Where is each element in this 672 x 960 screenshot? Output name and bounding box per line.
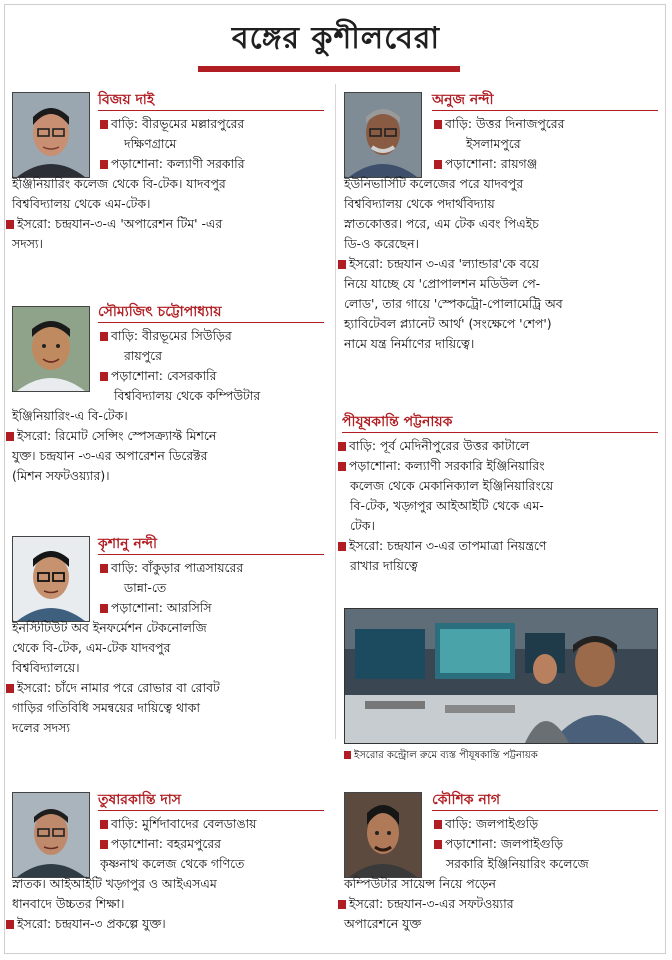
bullet-marker — [100, 604, 108, 613]
text-line: ইসরো: রিমোট সেন্সিং স্পেসক্র্যাফ্ট মিশনে — [6, 426, 216, 446]
portrait-photo-soumyajit-chattopadhyay — [12, 306, 90, 392]
portrait-image — [13, 537, 89, 621]
bullet-marker — [338, 462, 346, 471]
bullet-marker — [100, 372, 108, 381]
text-line: বাড়ি: বীরভূমের সিউড়ির — [100, 326, 232, 346]
name-piyushkanti-pattanayak: পীযূষকান্তি পট্টনায়ক — [342, 414, 453, 430]
portrait-image — [345, 93, 421, 177]
text-line: টেক। — [350, 518, 375, 533]
name-anuj-nandi: অনুজ নন্দী — [432, 92, 494, 108]
bullet-marker — [434, 120, 442, 129]
text-line: অপারেশনে যুক্ত — [344, 916, 422, 931]
bullet-marker — [338, 442, 346, 451]
text-line: পড়াশোনা: জলপাইগুড়ি — [434, 834, 563, 854]
text-line: বিশ্ববিদ্যালয় থেকে পদার্থবিদ্যায় — [344, 196, 495, 211]
bullet-marker — [100, 120, 108, 129]
bullet-marker — [6, 684, 14, 693]
text-line: নামে যন্ত্র নির্মাণের দায়িত্বে। — [344, 336, 475, 351]
text-line: পড়াশোনা: কল্যাণী সরকারি ইঞ্জিনিয়ারিং — [338, 456, 545, 476]
text-line: যুক্ত। চন্দ্রযান -৩-এর অপারেশন ডিরেক্টর — [12, 448, 208, 463]
text-line: রাখার দায়িত্বে — [350, 558, 418, 573]
text-line: ডান্না-তে — [124, 580, 167, 595]
text-line: গাড়ির গতিবিধি সমন্বয়ের দায়িত্বে থাকা — [12, 700, 200, 715]
text-line: পড়াশোনা: কল্যাণী সরকারি — [100, 154, 245, 174]
bullet-marker — [100, 564, 108, 573]
text-line: পড়াশোনা: আরসিসি — [100, 598, 212, 618]
name-bijoy-dai: বিজয় দাই — [98, 92, 155, 108]
text-line: কৃষ্ণনাথ কলেজ থেকে গণিতে — [100, 856, 245, 871]
text-line: ইসলামপুরে — [466, 136, 521, 151]
portrait-image — [13, 307, 89, 391]
bullet-marker — [434, 160, 442, 169]
text-line: বিশ্ববিদ্যালয় থেকে এম-টেক। — [12, 196, 151, 211]
photo-caption: ইসরোর কন্ট্রোল রুমে ব্যস্ত পীযূষকান্তি পট্টনায়ক — [344, 748, 538, 764]
text-line: বাড়ি: পূর্ব মেদিনীপুরের উত্তর কাটালে — [338, 436, 529, 456]
text-line: বাড়ি: মুর্শিদাবাদের বেলডাঙায় — [100, 814, 256, 834]
text-line: বি-টেক, খড়্গপুর আইআইটি থেকে এম- — [350, 498, 544, 513]
text-line: পড়াশোনা: বহরমপুরের — [100, 834, 221, 854]
text-line: ধানবাদে উচ্চতর শিক্ষা। — [12, 896, 125, 911]
text-line: পড়াশোনা: বেসরকারি — [100, 366, 216, 386]
text-line: বাড়ি: জলপাইগুড়ি — [434, 814, 538, 834]
text-line: ডি-ও করেছেন। — [344, 236, 419, 251]
text-line: বাড়ি: উত্তর দিনাজপুরের — [434, 114, 564, 134]
text-line: ইসরো: চন্দ্রযান-৩-এর সফটওয়্যার — [338, 894, 514, 914]
text-line: স্নাতকোত্তর। পরে, এম টেক এবং পিএইচ — [344, 216, 539, 231]
text-line: ইসরো: চন্দ্রযান-৩-এ 'অপারেশন টিম' -এর — [6, 214, 222, 234]
text-line: হ্যাবিটেবল প্ল্যানেট আর্থ' (সংক্ষেপে 'শেপ') — [344, 316, 552, 331]
text-line: লোড', তার গায়ে 'স্পেকট্রো-পোলামেট্রি অব — [344, 296, 563, 311]
bullet-marker — [6, 220, 14, 229]
text-line: দলের সদস্য — [12, 720, 70, 735]
portrait-image — [345, 793, 421, 877]
column-divider — [335, 84, 336, 739]
bullet-marker — [338, 542, 346, 551]
text-line: বিশ্ববিদ্যালয়ে। — [12, 660, 80, 675]
text-line: ইসরো: চন্দ্রযান ৩-এর তাপমাত্রা নিয়ন্ত্রণে — [338, 536, 546, 556]
text-line: বাড়ি: বাঁকুড়ার পাত্রসায়রের — [100, 558, 243, 578]
text-line: সরকারি ইঞ্জিনিয়ারিং কলেজে — [446, 856, 589, 871]
name-underline — [98, 110, 324, 111]
bullet-marker — [100, 840, 108, 849]
control-room-image — [345, 609, 657, 743]
portrait-photo-krishanu-nandi — [12, 536, 90, 622]
portrait-image — [13, 93, 89, 177]
text-line: থেকে বি-টেক, এম-টেক যাদবপুর — [12, 640, 171, 655]
bullet-marker — [434, 820, 442, 829]
text-line: স্নাতক। আইআইটি খড়্গপুর ও আইএসএম — [12, 876, 217, 891]
text-line: পড়াশোনা: রায়গঞ্জ — [434, 154, 537, 174]
bullet-marker — [6, 920, 14, 929]
portrait-photo-anuj-nandi — [344, 92, 422, 178]
text-line: দক্ষিণগ্রামে — [124, 136, 177, 151]
portrait-photo-koushik-nag — [344, 792, 422, 878]
portrait-photo-tusharkanti-das — [12, 792, 90, 878]
text-line: নিয়ে যাচ্ছে যে 'প্রোপালশন মডিউল পে- — [344, 276, 541, 291]
bullet-marker — [100, 160, 108, 169]
text-line: ইঞ্জিনিয়ারিং-এ বি-টেক। — [12, 408, 128, 423]
page-title: বঙ্গের কুশীলবেরা — [231, 21, 441, 56]
text-line: ইনস্টিটিউট অব ইনফর্মেশন টেকনোলজি — [12, 620, 207, 635]
text-line: রায়পুরে — [124, 348, 162, 363]
control-room-photo — [344, 608, 658, 744]
portrait-photo-bijoy-dai — [12, 92, 90, 178]
text-line: কলেজ থেকে মেকানিক্যাল ইঞ্জিনিয়ারিংয়ে — [350, 478, 554, 493]
text-line: বাড়ি: বীরভূমের মল্লারপুরের — [100, 114, 244, 134]
text-line: ইঞ্জিনিয়ারিং কলেজ থেকে বি-টেক। যাদবপুর — [12, 176, 226, 191]
text-line: ইসরো: চন্দ্রযান-৩ প্রকল্পে যুক্ত। — [6, 914, 166, 934]
name-underline — [98, 810, 324, 811]
bullet-marker — [338, 260, 346, 269]
text-line: ইউনিভার্সিটি কলেজের পরে যাদবপুর — [344, 176, 524, 191]
bullet-marker — [434, 840, 442, 849]
text-line: ইসরো: চাঁদে নামার পরে রোভার বা রোবট — [6, 678, 220, 698]
name-soumyajit-chattopadhyay: সৌম্যজিৎ চট্টোপাধ্যায় — [98, 304, 222, 320]
name-tusharkanti-das: তুষারকান্তি দাস — [98, 792, 182, 808]
bullet-marker — [6, 432, 14, 441]
bullet-marker — [344, 751, 351, 759]
name-underline — [432, 810, 658, 811]
name-underline — [432, 110, 658, 111]
portrait-image — [13, 793, 89, 877]
name-underline — [98, 554, 324, 555]
text-line: বিশ্ববিদ্যালয় থেকে কম্পিউটার — [114, 388, 261, 403]
text-line: সদস্য। — [12, 236, 43, 251]
name-underline — [98, 322, 324, 323]
title-underline — [198, 66, 460, 72]
bullet-marker — [100, 332, 108, 341]
bullet-marker — [100, 820, 108, 829]
name-krishanu-nandi: কৃশানু নন্দী — [98, 536, 157, 552]
name-koushik-nag: কৌশিক নাগ — [432, 792, 501, 808]
text-line: (মিশন সফটওয়্যার)। — [12, 468, 110, 483]
text-line: ইসরো: চন্দ্রযান ৩-এর 'ল্যান্ডার'কে বয়ে — [338, 254, 539, 274]
text-line: কম্পিউটার সায়েন্স নিয়ে পড়েন — [344, 876, 496, 891]
name-underline — [342, 432, 658, 433]
bullet-marker — [338, 900, 346, 909]
